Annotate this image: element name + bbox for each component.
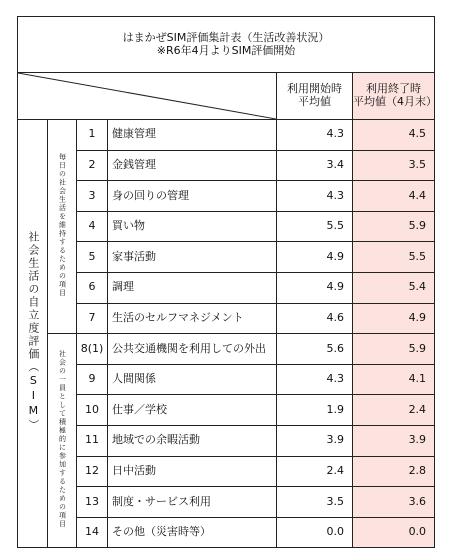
end-average-value: 4.4: [353, 181, 435, 212]
table-row: [18, 334, 435, 365]
end-average-value: 3.6: [353, 487, 435, 518]
item-name: その他（災害時等）: [108, 517, 277, 548]
item-number: 7: [77, 303, 108, 334]
item-number: 14: [77, 517, 108, 548]
end-average-value: 4.5: [353, 120, 435, 151]
start-average-value: 4.9: [277, 242, 353, 273]
start-average-value: 3.5: [277, 487, 353, 518]
table-row: [18, 242, 435, 273]
item-name: 公共交通機関を利用しての外出: [108, 334, 277, 365]
item-name: 調理: [108, 272, 277, 303]
title-line-1: はまかぜSIM評価集計表（生活改善状況）: [122, 30, 330, 44]
table-row: [18, 425, 435, 456]
category-main: 社会生活の自立度評価（SIM）: [18, 120, 48, 548]
table-row: [18, 517, 435, 548]
item-name: 生活のセルフマネジメント: [108, 303, 277, 334]
end-average-value: 0.0: [353, 517, 435, 548]
start-average-value: 0.0: [277, 517, 353, 548]
sim-evaluation-table: [17, 16, 435, 548]
end-average-value: 5.9: [353, 334, 435, 365]
start-average-value: 2.4: [277, 456, 353, 487]
diagonal-line: [18, 73, 276, 119]
item-number: 1: [77, 120, 108, 151]
item-name: 地域での余暇活動: [108, 425, 277, 456]
table-row: [18, 395, 435, 426]
header-end-average: 利用終了時 平均値（4月末）: [353, 73, 435, 120]
table-row: [18, 120, 435, 151]
start-average-value: 4.3: [277, 181, 353, 212]
table-row: [18, 364, 435, 395]
table-row: [18, 211, 435, 242]
end-average-value: 5.9: [353, 211, 435, 242]
category-sub-participation: 社会の一員として積極的に参加するための項目: [48, 334, 77, 548]
item-number: 6: [77, 272, 108, 303]
start-average-value: 4.3: [277, 120, 353, 151]
start-average-value: 1.9: [277, 395, 353, 426]
end-average-value: 2.4: [353, 395, 435, 426]
item-number: 10: [77, 395, 108, 426]
end-average-value: 4.9: [353, 303, 435, 334]
table-row: [18, 456, 435, 487]
item-number: 4: [77, 211, 108, 242]
item-name: 家事活動: [108, 242, 277, 273]
start-average-value: 3.4: [277, 150, 353, 181]
header-corner-cell: [18, 73, 277, 120]
table-title: [18, 17, 435, 73]
start-average-value: 3.9: [277, 425, 353, 456]
start-average-value: 4.9: [277, 272, 353, 303]
header-start-average: 利用開始時 平均値: [277, 73, 353, 120]
end-average-value: 2.8: [353, 456, 435, 487]
item-number: 9: [77, 364, 108, 395]
table-row: [18, 303, 435, 334]
item-name: 仕事／学校: [108, 395, 277, 426]
start-average-value: 5.5: [277, 211, 353, 242]
start-average-value: 4.6: [277, 303, 353, 334]
start-average-value: 5.6: [277, 334, 353, 365]
item-number: 11: [77, 425, 108, 456]
item-number: 8(1): [77, 334, 108, 365]
end-average-value: 4.1: [353, 364, 435, 395]
table-row: [18, 487, 435, 518]
end-average-value: 5.5: [353, 242, 435, 273]
item-number: 3: [77, 181, 108, 212]
item-number: 5: [77, 242, 108, 273]
item-number: 13: [77, 487, 108, 518]
item-number: 2: [77, 150, 108, 181]
table-row: [18, 272, 435, 303]
item-name: 制度・サービス利用: [108, 487, 277, 518]
table-row: [18, 150, 435, 181]
title-line-2: ※R6年4月よりSIM評価開始: [156, 43, 296, 57]
category-sub-daily: 毎日の社会生活を維持するための項目: [48, 120, 77, 334]
end-average-value: 5.4: [353, 272, 435, 303]
item-number: 12: [77, 456, 108, 487]
item-name: 金銭管理: [108, 150, 277, 181]
item-name: 日中活動: [108, 456, 277, 487]
table-row: [18, 181, 435, 212]
item-name: 人間関係: [108, 364, 277, 395]
item-name: 健康管理: [108, 120, 277, 151]
item-name: 身の回りの管理: [108, 181, 277, 212]
item-name: 買い物: [108, 211, 277, 242]
end-average-value: 3.9: [353, 425, 435, 456]
end-average-value: 3.5: [353, 150, 435, 181]
start-average-value: 4.3: [277, 364, 353, 395]
